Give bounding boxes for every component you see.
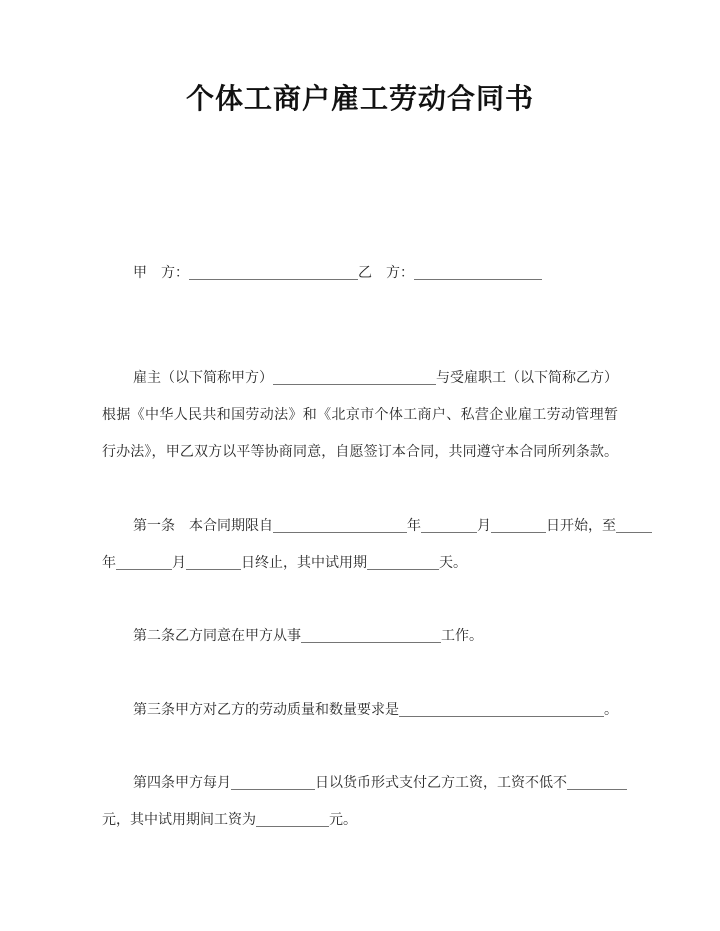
- clause-4-text: 第四条甲方每月: [133, 775, 231, 791]
- start-year-blank-field: [273, 516, 407, 533]
- clause-4-line-1: [102, 765, 618, 802]
- end-year-blank-field: [616, 516, 652, 533]
- clause-4-text: 元。: [329, 812, 357, 828]
- clause-2-text: 工作。: [441, 628, 483, 644]
- start-month-blank-field: [421, 516, 477, 533]
- intro-line-3: 行办法》，甲乙双方以平等协商同意，自愿签订本合同，共同遵守本合同所列条款。: [102, 444, 618, 460]
- intro-line-2: 根据《中华人民共和国劳动法》和《北京市个体工商户、私营企业雇工劳动管理暂: [102, 407, 618, 423]
- intro-line-1: [102, 360, 618, 397]
- clause-1-text: 月: [477, 518, 491, 534]
- clause-2-text: 第二条乙方同意在甲方从事: [133, 628, 301, 644]
- intro-text: 与受雇职工（以下简称乙方）: [436, 370, 618, 386]
- probation-days-blank-field: [367, 553, 439, 570]
- clause-4-text: 元，其中试用期间工资为: [102, 812, 256, 828]
- quality-requirement-blank-field: [399, 700, 604, 717]
- pay-day-blank-field: [231, 773, 315, 790]
- clause-1-text: 日终止，其中试用期: [241, 555, 367, 571]
- clause-3-text: 第三条甲方对乙方的劳动质量和数量要求是: [133, 702, 399, 718]
- clause-1-line-2: [102, 545, 618, 582]
- clause-1-text: 年: [407, 518, 421, 534]
- clause-1-text: 日开始，至: [546, 518, 616, 534]
- clause-2: [102, 618, 618, 655]
- clause-4: [102, 765, 618, 839]
- start-day-blank-field: [491, 516, 546, 533]
- clause-4-text: 日以货币形式支付乙方工资，工资不低不: [315, 775, 567, 791]
- end-month-blank-field: [116, 553, 172, 570]
- party-a-blank-field: [189, 263, 358, 280]
- clause-4-line-2: [102, 802, 618, 839]
- clause-3: [102, 692, 618, 729]
- party-row: [102, 255, 618, 292]
- clause-1-text: 天。: [439, 555, 467, 571]
- job-title-blank-field: [301, 626, 441, 643]
- clause-1: [102, 508, 618, 582]
- party-b-blank-field: [414, 263, 542, 280]
- clause-1-line-1: [102, 508, 618, 545]
- end-day-blank-field: [186, 553, 241, 570]
- clause-3-text: 。: [604, 702, 618, 718]
- employer-name-blank-field: [273, 368, 436, 385]
- clause-1-text: 月: [172, 555, 186, 571]
- probation-wage-blank-field: [256, 810, 329, 827]
- intro-paragraph: [102, 360, 618, 471]
- party-b-label: 乙 方：: [358, 265, 414, 281]
- intro-text: 雇主（以下简称甲方）: [133, 370, 273, 386]
- party-a-label: 甲 方：: [133, 265, 189, 281]
- clause-1-text: 年: [102, 555, 116, 571]
- minimum-wage-blank-field: [567, 773, 627, 790]
- document-title: 个体工商户雇工劳动合同书: [185, 82, 534, 115]
- clause-1-text: 第一条 本合同期限自: [133, 518, 273, 534]
